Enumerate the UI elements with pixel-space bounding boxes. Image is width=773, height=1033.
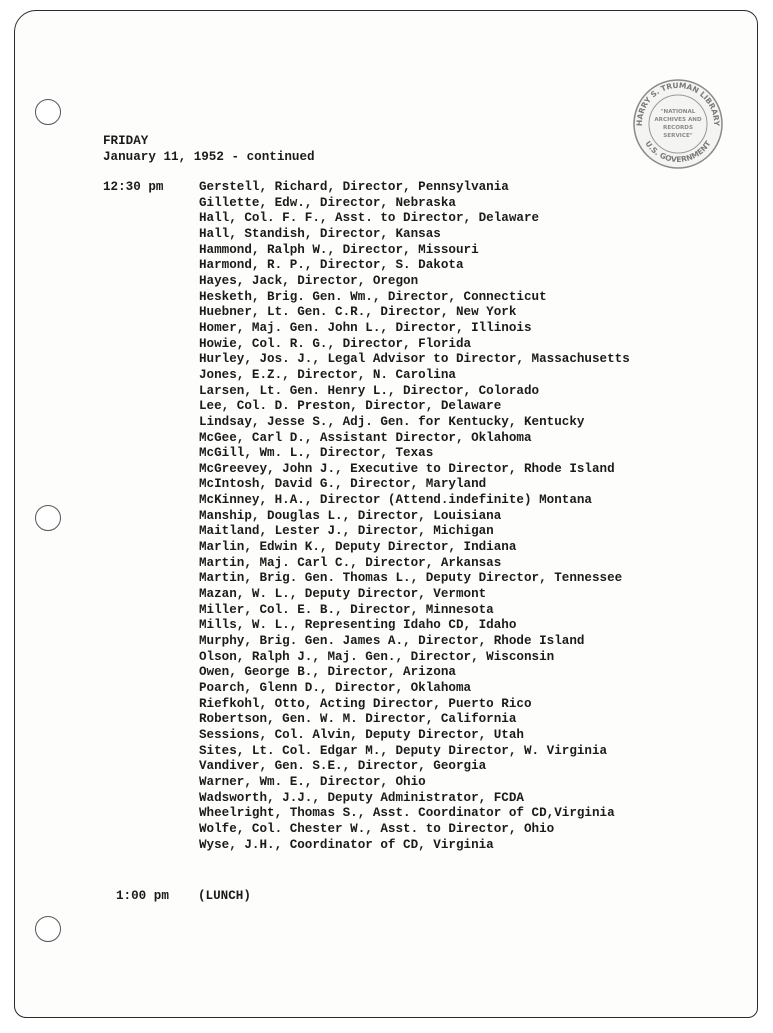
attendee-list [199,180,630,853]
attendee-entry: McKinney, H.A., Director (Attend.indefinite) Montana [199,493,592,508]
stamp-ring-top: HARRY S. TRUMAN LIBRARY [634,80,722,127]
attendee-entry: Sites, Lt. Col. Edgar M., Deputy Director, W. Virginia [199,743,608,758]
attendee-entry: Hesketh, Brig. Gen. Wm., Director, Connecticut [199,289,547,304]
time-slot-1230: 12:30 pm [103,180,164,194]
attendee-entry: Lee, Col. D. Preston, Director, Delaware [199,399,502,414]
attendee-entry: McGee, Carl D., Assistant Director, Oklahoma [199,430,532,445]
stamp-center-line: SERVICE" [663,133,693,139]
attendee-entry: McIntosh, David G., Director, Maryland [199,477,487,492]
attendee-entry: Mills, W. L., Representing Idaho CD, Idaho [199,618,517,633]
attendee-entry: Larsen, Lt. Gen. Henry L., Director, Colorado [199,383,540,398]
attendee-entry: Poarch, Glenn D., Director, Oklahoma [199,681,472,695]
archive-stamp [632,78,724,170]
punch-hole [35,505,61,531]
attendee-entry: Wyse, J.H., Coordinator of CD, Virginia [199,837,494,852]
time-slot-100: 1:00 pm [116,889,169,903]
attendee-entry: Harmond, R. P., Director, S. Dakota [199,258,464,273]
stamp-center-line: RECORDS [663,125,693,131]
attendee-entry: Marlin, Edwin K., Deputy Director, Indiana [199,540,517,555]
attendee-entry: Hurley, Jos. J., Legal Advisor to Director, Massachusetts [199,352,630,367]
attendee-entry: Hammond, Ralph W., Director, Missouri [199,242,479,257]
attendee-entry: Vandiver, Gen. S.E., Director, Georgia [199,759,487,774]
attendee-entry: Owen, George B., Director, Arizona [199,665,456,680]
attendee-entry: Olson, Ralph J., Maj. Gen., Director, Wisconsin [199,649,555,664]
stamp-ring-bottom: U.S. GOVERNMENT [643,139,713,165]
attendee-entry: Maitland, Lester J., Director, Michigan [199,524,494,539]
attendee-entry: McGill, Wm. L., Director, Texas [199,446,434,461]
attendee-entry: Hayes, Jack, Director, Oregon [199,273,419,288]
attendee-entry: Martin, Brig. Gen. Thomas L., Deputy Director, Tennessee [199,571,623,586]
attendee-entry: Mazan, W. L., Deputy Director, Vermont [199,587,487,602]
attendee-entry: Hall, Col. F. F., Asst. to Director, Delaware [199,211,540,226]
attendee-entry: Gillette, Edw., Director, Nebraska [199,195,456,210]
punch-hole [35,916,61,942]
attendee-entry: Sessions, Col. Alvin, Deputy Director, Utah [199,727,524,742]
day-heading: FRIDAY [103,134,149,148]
stamp-center-line: "NATIONAL [660,109,696,115]
attendee-entry: Warner, Wm. E., Director, Ohio [199,774,426,789]
attendee-entry: Huebner, Lt. Gen. C.R., Director, New York [199,305,517,320]
date-heading: January 11, 1952 - continued [103,150,315,164]
attendee-entry: Wolfe, Col. Chester W., Asst. to Director, Ohio [199,821,555,836]
attendee-entry: Jones, E.Z., Director, N. Carolina [199,367,456,382]
attendee-entry: Homer, Maj. Gen. John L., Director, Illinois [199,320,532,335]
stamp-center-line: ARCHIVES AND [654,117,702,123]
attendee-entry: Howie, Col. R. G., Director, Florida [199,336,472,351]
attendee-entry: Murphy, Brig. Gen. James A., Director, Rhode Island [199,634,585,649]
attendee-entry: Gerstell, Richard, Director, Pennsylvania [199,180,509,194]
attendee-entry: Robertson, Gen. W. M. Director, California [199,712,517,727]
attendee-entry: Martin, Maj. Carl C., Director, Arkansas [199,555,502,570]
attendee-entry: Miller, Col. E. B., Director, Minnesota [199,602,494,617]
lunch-label: (LUNCH) [198,889,251,903]
attendee-entry: McGreevey, John J., Executive to Director, Rhode Island [199,461,615,476]
attendee-entry: Riefkohl, Otto, Acting Director, Puerto Rico [199,696,532,711]
attendee-entry: Hall, Standish, Director, Kansas [199,226,441,241]
attendee-entry: Lindsay, Jesse S., Adj. Gen. for Kentucky, Kentucky [199,414,585,429]
punch-hole [35,99,61,125]
attendee-entry: Wadsworth, J.J., Deputy Administrator, FCDA [199,790,524,805]
attendee-entry: Wheelright, Thomas S., Asst. Coordinator of CD,Virginia [199,806,615,821]
attendee-entry: Manship, Douglas L., Director, Louisiana [199,508,502,523]
